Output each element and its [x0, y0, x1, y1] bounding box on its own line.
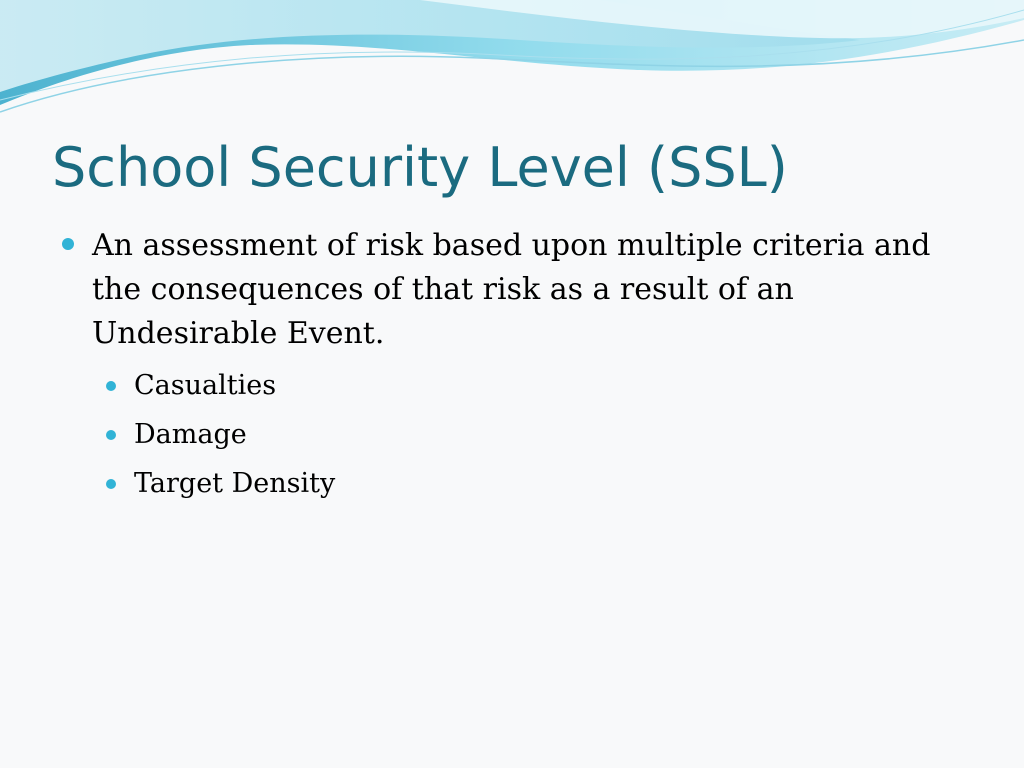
bullet-dot-icon	[62, 238, 74, 250]
sub-bullet-text: Target Density	[134, 468, 336, 499]
slide-title: School Security Level (SSL)	[52, 136, 788, 199]
bullet-dot-icon	[106, 430, 116, 440]
sub-bullet-item	[104, 417, 982, 453]
bullet-text: An assessment of risk based upon multiple criteria and the consequences of that risk as a result of an Undesirable Event.	[92, 228, 931, 351]
bullet-item	[62, 224, 982, 356]
sub-bullet-text: Damage	[134, 419, 247, 450]
slide-body	[62, 224, 982, 515]
sub-bullet-item	[104, 368, 982, 404]
sub-bullet-item	[104, 466, 982, 502]
sub-bullet-text: Casualties	[134, 370, 277, 401]
sub-bullet-list	[62, 368, 982, 502]
bullet-dot-icon	[106, 479, 116, 489]
header-wave-decoration	[0, 0, 1024, 120]
bullet-dot-icon	[106, 381, 116, 391]
